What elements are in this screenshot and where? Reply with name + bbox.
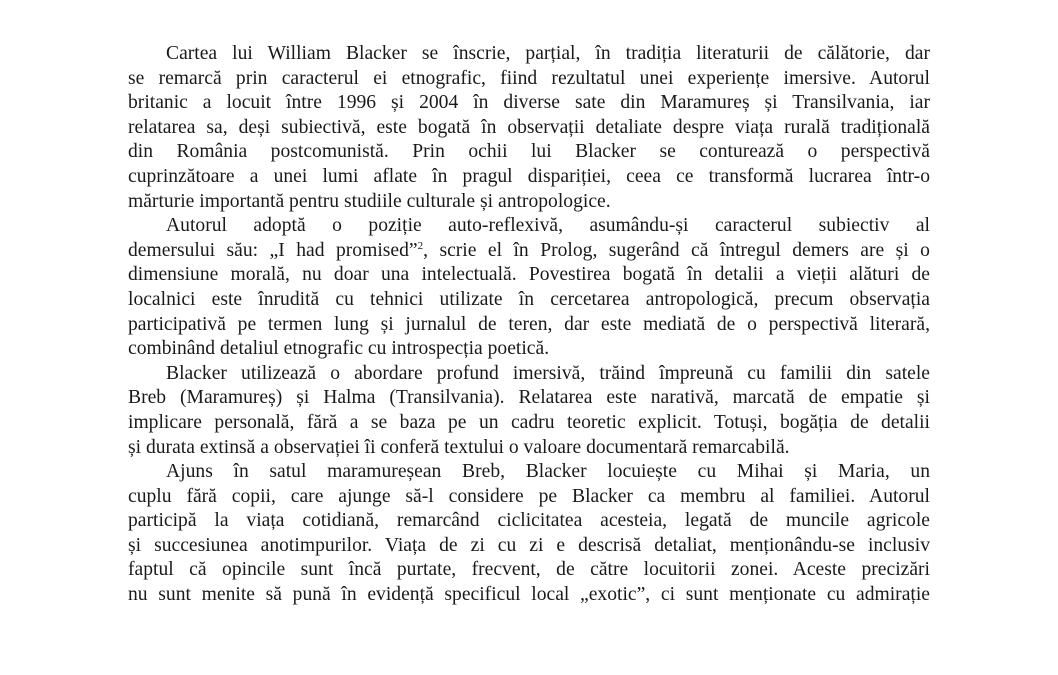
- text-line: implicare personală, fără a se baza pe un cadru teoretic explicit. Totuși, bogăția de detalii: [128, 411, 930, 433]
- text-line: combinând detaliul etnografic cu introspecția poetică.: [128, 338, 550, 360]
- text-line: Cartea lui William Blacker se înscrie, parțial, în tradiția literaturii de călătorie, dar: [166, 43, 930, 64]
- footnote-marker: 2: [417, 239, 424, 252]
- text-line: Blacker utilizează o abordare profund imersivă, trăind împreună cu familii din satele: [166, 362, 930, 384]
- text-line: participativă pe termen lung și jurnalul de teren, dar este mediată de o perspectivă literară,: [128, 313, 930, 335]
- text-line: relatarea sa, deși subiectivă, este bogată în observații detaliate despre viața rurală tradițională: [128, 116, 930, 138]
- text-line: cuplu fără copii, care ajunge să-l considere pe Blacker ca membru al familiei. Autorul: [128, 485, 930, 507]
- text-line: dimensiune morală, nu doar una intelectuală. Povestirea bogată în detalii a vieții alături de: [128, 264, 930, 286]
- text-line: Autorul adoptă o poziție auto-reflexivă, asumându-și caracterul subiectiv al: [166, 215, 930, 237]
- paragraph-2: [128, 214, 930, 362]
- text-line: faptul că opincile sunt încă purtate, frecvent, de către locuitorii zonei. Aceste precizări: [128, 559, 930, 581]
- text-line-tail: , scrie el în Prolog, sugerând că întregul demers are și o: [423, 239, 930, 261]
- text-line: și durata extinsă a observației îi conferă textului o valoare documentară remarcabilă.: [128, 436, 790, 458]
- paragraph-1: [128, 42, 930, 214]
- paragraph-3: [128, 362, 930, 460]
- text-line: din România postcomunistă. Prin ochii lui Blacker se conturează o perspectivă: [128, 141, 930, 163]
- text-line: Ajuns în satul maramureșean Breb, Blacker locuiește cu Mihai și Maria, un: [166, 461, 930, 483]
- text-line: nu sunt menite să pună în evidență specificul local „exotic”, ci sunt menționate cu admirație: [128, 584, 930, 606]
- body-text: [128, 42, 930, 608]
- text-line: cuprinzătoare a unei lumi aflate în pragul dispariției, ceea ce transformă lucrarea într-o: [128, 165, 930, 187]
- text-line: [128, 239, 930, 264]
- text-line: localnici este înrudită cu tehnici utilizate în cercetarea antropologică, precum observația: [128, 288, 930, 310]
- text-line-head: demersului său: „I had promised”: [128, 239, 418, 261]
- text-line: participă la viața cotidiană, remarcând ciclicitatea acesteia, legată de muncile agricole: [128, 510, 930, 532]
- text-line: Breb (Maramureș) și Halma (Transilvania). Relatarea este narativă, marcată de empatie și: [128, 387, 930, 409]
- paragraph-4: [128, 460, 930, 608]
- text-line: și succesiunea anotimpurilor. Viața de zi cu zi e descrisă detaliat, menționându-se inclusiv: [128, 534, 930, 556]
- text-line: britanic a locuit între 1996 și 2004 în diverse sate din Maramureș și Transilvania, iar: [128, 92, 930, 114]
- text-line: se remarcă prin caracterul ei etnografic, fiind rezultatul unei experiențe imersive. Autorul: [128, 67, 930, 89]
- text-line: mărturie importantă pentru studiile culturale și antropologice.: [128, 190, 611, 212]
